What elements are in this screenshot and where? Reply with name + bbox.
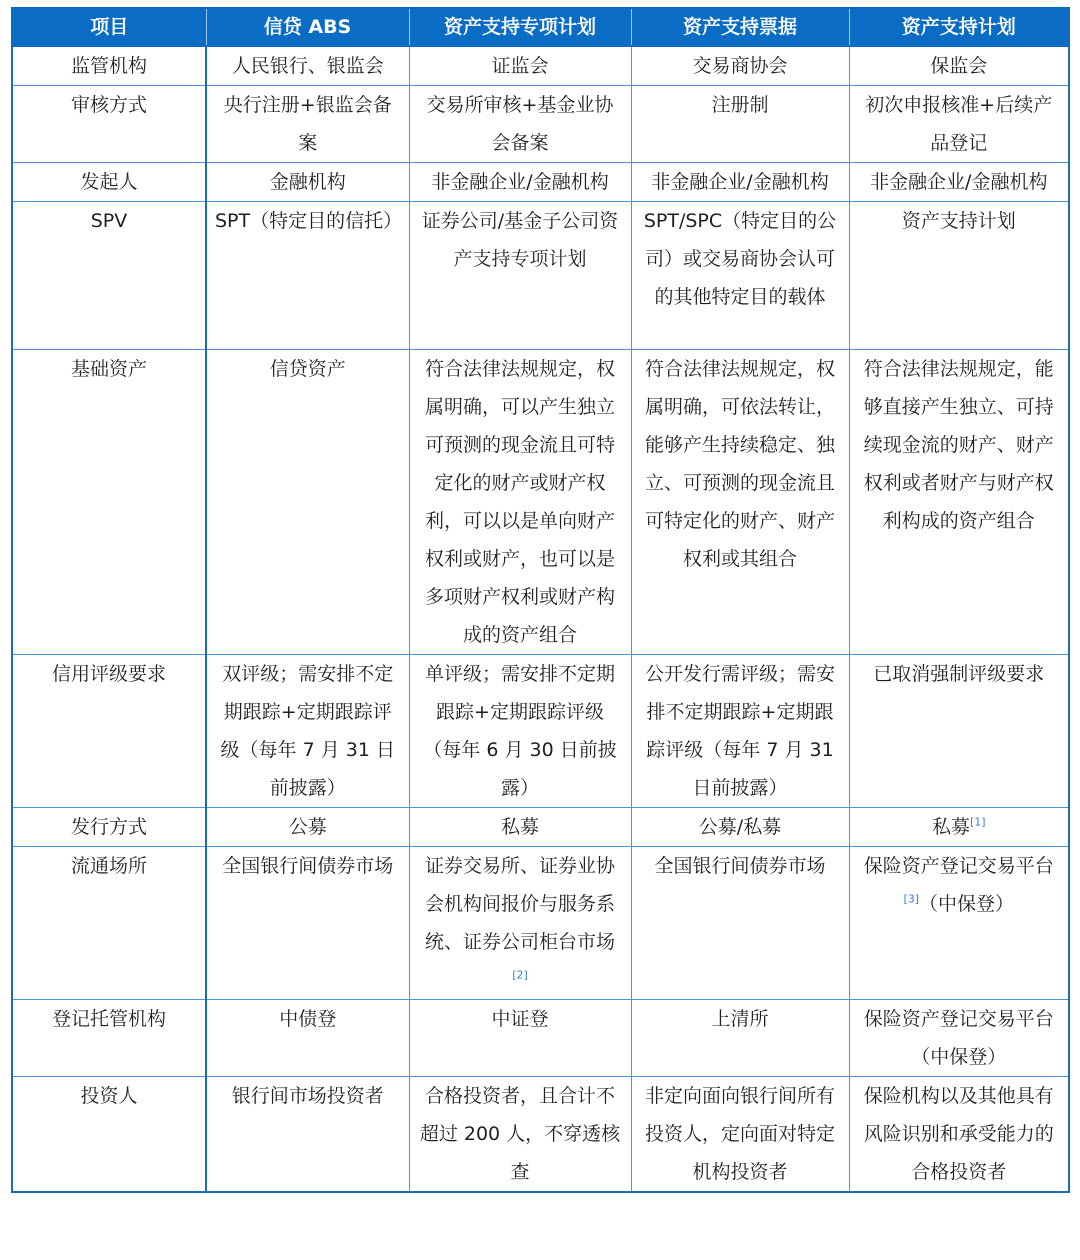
row-label: 登记托管机构 — [12, 1000, 206, 1077]
column-header-asset-backed-plan: 资产支持计划 — [849, 8, 1069, 46]
cell-text: 证券交易所、证券业协会机构间报价与服务系统、证券公司柜台市场 — [424, 855, 615, 953]
table-cell: 央行注册+银监会备案 — [206, 86, 409, 163]
table-cell: 初次申报核准+后续产品登记 — [849, 86, 1069, 163]
table-cell: 保监会 — [849, 46, 1069, 86]
table-cell: 双评级；需安排不定期跟踪+定期跟踪评级（每年 7 月 31 日前披露） — [206, 655, 409, 808]
row-label: 基础资产 — [12, 350, 206, 655]
table-cell: 单评级；需安排不定期跟踪+定期跟踪评级（每年 6 月 30 日前披露） — [409, 655, 631, 808]
table-cell: 交易商协会 — [631, 46, 849, 86]
footnote-ref-1[interactable]: [1] — [969, 815, 986, 829]
row-label: 审核方式 — [12, 86, 206, 163]
table-row-registry-custodian — [12, 1000, 1069, 1077]
table-cell: 非金融企业/金融机构 — [409, 163, 631, 202]
table-header-row — [12, 8, 1069, 46]
cell-text: 私募 — [931, 816, 970, 838]
table-cell — [849, 847, 1069, 1000]
table-cell: 公开发行需评级；需安排不定期跟踪+定期跟踪评级（每年 7 月 31 日前披露） — [631, 655, 849, 808]
abs-comparison-table-container — [11, 7, 1068, 1193]
abs-comparison-table — [11, 7, 1070, 1193]
table-cell: 全国银行间债券市场 — [206, 847, 409, 1000]
table-cell: SPT（特定目的信托） — [206, 202, 409, 350]
table-cell: 公募/私募 — [631, 808, 849, 847]
column-header-asset-backed-special-plan: 资产支持专项计划 — [409, 8, 631, 46]
table-row-underlying-assets — [12, 350, 1069, 655]
table-cell: 资产支持计划 — [849, 202, 1069, 350]
row-label: 信用评级要求 — [12, 655, 206, 808]
table-cell: 银行间市场投资者 — [206, 1077, 409, 1193]
table-cell: 私募 — [409, 808, 631, 847]
table-cell: 符合法律法规规定，能够直接产生独立、可持续现金流的财产、财产权利或者财产与财产权利构成的资产组合 — [849, 350, 1069, 655]
table-cell: 非定向面向银行间所有投资人，定向面对特定机构投资者 — [631, 1077, 849, 1193]
table-cell: 金融机构 — [206, 163, 409, 202]
table-row-investors — [12, 1077, 1069, 1193]
table-row-spv — [12, 202, 1069, 350]
table-cell: 证券公司/基金子公司资产支持专项计划 — [409, 202, 631, 350]
table-row-issuance-method — [12, 808, 1069, 847]
table-cell: 中债登 — [206, 1000, 409, 1077]
table-cell: 非金融企业/金融机构 — [849, 163, 1069, 202]
table-cell: 上清所 — [631, 1000, 849, 1077]
table-row-review-method — [12, 86, 1069, 163]
table-cell: 中证登 — [409, 1000, 631, 1077]
row-label: 发起人 — [12, 163, 206, 202]
table-cell: 证监会 — [409, 46, 631, 86]
table-cell: 非金融企业/金融机构 — [631, 163, 849, 202]
row-label: 发行方式 — [12, 808, 206, 847]
table-cell: SPT/SPC（特定目的公司）或交易商协会认可的其他特定目的载体 — [631, 202, 849, 350]
row-label: SPV — [12, 202, 206, 350]
table-cell: 保险资产登记交易平台（中保登） — [849, 1000, 1069, 1077]
table-cell — [409, 847, 631, 1000]
table-cell: 保险机构以及其他具有风险识别和承受能力的合格投资者 — [849, 1077, 1069, 1193]
table-cell: 信贷资产 — [206, 350, 409, 655]
cell-text: 保险资产登记交易平台 — [863, 855, 1054, 877]
footnote-ref-2[interactable]: [2] — [512, 968, 528, 982]
table-row-trading-venue — [12, 847, 1069, 1000]
table-row-credit-rating — [12, 655, 1069, 808]
cell-text: （中保登） — [919, 893, 1015, 915]
column-header-abn: 资产支持票据 — [631, 8, 849, 46]
row-label: 投资人 — [12, 1077, 206, 1193]
footnote-ref-3[interactable]: [3] — [903, 892, 920, 906]
column-header-item: 项目 — [12, 8, 206, 46]
table-cell: 全国银行间债券市场 — [631, 847, 849, 1000]
table-cell: 公募 — [206, 808, 409, 847]
table-cell — [849, 808, 1069, 847]
table-cell: 注册制 — [631, 86, 849, 163]
row-label: 流通场所 — [12, 847, 206, 1000]
table-cell: 交易所审核+基金业协会备案 — [409, 86, 631, 163]
row-label: 监管机构 — [12, 46, 206, 86]
table-row-regulator — [12, 46, 1069, 86]
column-header-credit-abs: 信贷 ABS — [206, 8, 409, 46]
table-cell: 符合法律法规规定，权属明确，可依法转让，能够产生持续稳定、独立、可预测的现金流且可特定化的财产、财产权利或其组合 — [631, 350, 849, 655]
table-cell: 合格投资者，且合计不超过 200 人，不穿透核查 — [409, 1077, 631, 1193]
table-cell: 符合法律法规规定，权属明确，可以产生独立可预测的现金流且可特定化的财产或财产权利，可以以是单向财产权利或财产，也可以是多项财产权利或财产构成的资产组合 — [409, 350, 631, 655]
table-row-originator — [12, 163, 1069, 202]
table-cell: 已取消强制评级要求 — [849, 655, 1069, 808]
table-cell: 人民银行、银监会 — [206, 46, 409, 86]
